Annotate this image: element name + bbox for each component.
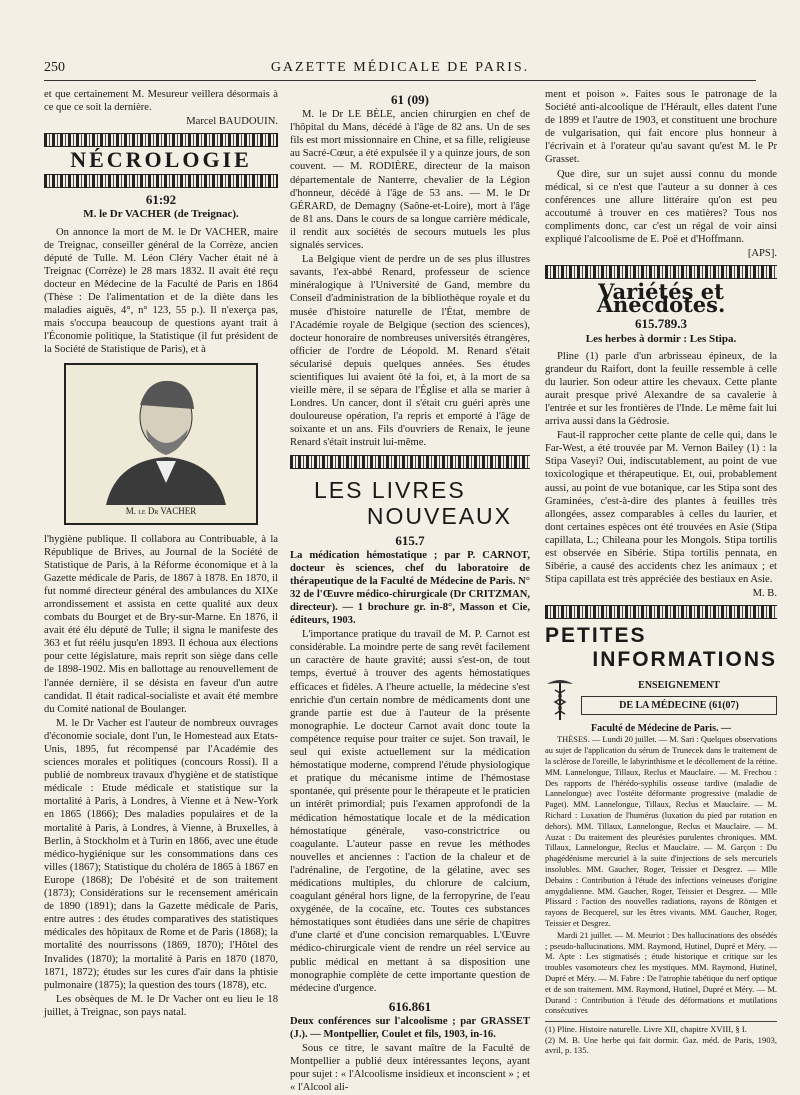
paragraph: M. le Dr LE BÈLE, ancien chirurgien en chef de l'hôpital du Mans, décédé à l'âge de 82 ans. Un de ses fils est mort missionnaire en Chine, et sa fille, religieuse au Sacré-Cœur, a été expulsée il y a quinze jours, de son couvent. — M. RODIÈRE, directeur de la maison départementale de Nanterre, chevalier de la Légion d'honneur, décédé à l'âge de 53 ans. — M. le Dr GÉRARD, de Demagny (Saône-et-Loire), mort à l'âge de 81 ans. Dans le cours de sa longue carrière médicale, il rendit aux sociétés de secours mutuels les plus signalés services. [290,109,530,252]
enseignement-sub: DE LA MÉDECINE (61(07) [581,696,777,715]
enseignement-row [545,676,777,722]
footnote-2: (2) M. B. Une herbe qui fait dormir. Gaz. méd. de Paris, 1903, avril, p. 135. [545,1034,777,1056]
footnotes [545,1021,777,1056]
classification-number: 61:92 [145,192,177,208]
portrait-image [64,363,258,525]
paragraph: La Belgique vient de perdre un de ses plus illustres savants, l'ex-abbé Renard, professeur de science minéralogique à l'Université de Gand, membre du Conseil d'administration de la bibliothèque royale et du musée d'histoire naturelle de l'État, membre de l'Académie royale de Belgique (section des sciences), docteur honoraire de nombreuses universités étrangères, officier de l'ordre de Léopold. M. Renard s'était sécularisé depuis quelques années. Ses études scientifiques lui avaient ôté la foi, et, à la mort de sa vieille mère, il se sépara de l'Église et alla se marier à Londres. Un cancer, dont il s'était cru guéri après une douloureuse opération, l'a repris et emporté à l'âge de soixante et un ans. Fils d'ouvriers de Renaix, le jeune Renard s'était instruit lui-même. [290,254,530,449]
portrait-caption: M. le Dr VACHER [125,506,197,517]
enseignement-label: ENSEIGNEMENT [638,680,720,692]
column-2 [290,88,530,1095]
page-number: 250 [44,60,65,75]
book-heading: La médication hémostatique ; par P. CARNOT, docteur ès sciences, chef du laboratoire de thérapeutique de la Faculté de Médecine de Paris. N° 32 de l'Œuvre médico-chirurgicale (Dr CRITZMAN, directeur). — 1 brochure gr. in-8°, Masson et Cie, éditeurs, 1903. [290,549,530,627]
ornament-band [545,265,777,279]
paragraph: Pline (1) parle d'un arbrisseau épineux, de la grandeur du Raifort, dont la feuille ressemble à celle du laurier. Son odeur attire les chevaux. Cette plante aurait presque privé Alexandre de sa cavalerie à l'entrée et sur les frontières de l'Inde. Le même fait lui arriva aussi dans la Gédrosie. [545,350,777,428]
livres-title-line2: NOUVEAUX [366,502,512,529]
petites-line2: INFORMATIONS [592,648,777,672]
classification-number: 615.789.3 [635,316,687,332]
livres-title-line1: LES LIVRES [314,476,466,503]
ornament-band [44,174,278,188]
classification-number: 616.861 [388,998,432,1014]
article-subtitle: Les herbes à dormir : Les Stipa. [585,332,737,345]
paragraph: l'hygiène publique. Il collabora au Contribuable, à la République de Brives, au Journal de la Société de Statistique de Paris, à la Réforme économique et à la Gazette médicale de Paris, de 1867 à 1878. En 1870, il fut nommé directeur général des ambulances du XIXe arrondissement et assista en cette qualité aux deux combats du Bourget et de Bry-sur-Marne. En 1876, il avait été élu député de Tulle; il signa le manifeste des 363 et fut réélu jusqu'en 1893. Il échoua aux élections pour cette législature, mais reprit son siège dans celle de 1898-1902. Mis en ballottage au renouvellement de l'année dernière, il se désista en faveur d'un autre candidat. Il était radical-socialiste et avait été membre du Comité national de Boulanger. [44,533,278,715]
signature: Marcel BAUDOUIN. [186,116,278,128]
paragraph: Les obsèques de M. le Dr Vacher ont eu lieu le 18 juillet, à Treignac, son pays natal. [44,993,278,1018]
small-text: Mardi 21 juillet. — M. Meuriot : Des hallucinations des obsédés ; pseudo-hallucinations. MM. Raymond, Hutinel, Dupré et Méry. — M. Apte : Les stigmatisés ; étude historique et critique sur les troubles vasomoteurs chez les mystiques. MM. Raymond, Hutinel, Dupré et Méry. — M. Fabre : De l'atrophie tabétique du nerf optique et de son traitement. MM. Raymond, Hutinel, Dupré et Méry. — M. Durand : Contribution à l'étude des déformations et mutilations consécutives [545,930,777,1016]
paragraph: M. le Dr Vacher est l'auteur de nombreux ouvrages d'économie sociale, dont l'un, le Homestead aux Etats-Unis, 1895, fut récompensé par l'Académie des sciences morales et politiques (concours Rossi). Il a publié de nombreux travaux d'hygiène et de statistique médicale : Etude médicale et statistique sur la mortalité à Paris, à Londres, à Vienne et à New-York en 1865 (1866); Des maladies populaires et de la mortalité à Paris, à Londres, à Vienne, à Bruxelles, à Berlin, à Stockholm et à Turin en 1866, avec une étude médico-hygiénique sur les consommations dans ces villes (1867); Statistique du choléra de 1865 à 1867 en Europe (1868); De l'obésité et de son traitement (1873); Considérations sur le recensement américain de 1890 (1891); dans la Gazette médicale de Paris, entre autres : des études comparatives des statistiques médicales des hôpitaux de Rome et de Paris (1868); la mortalité des nourrissons (1869, 1870); l'Hôtel des Invalides (1870); la mortalité à Paris en 1870 (1870, 1871, 1872); études sur les cures d'air dans la phtisie pulmonaire (1875); la question des tours (1878), etc. [44,717,278,991]
article-subtitle: M. le Dr VACHER (de Treignac). [83,208,239,221]
paragraph: Faut-il rapprocher cette plante de celle qui, dans le Far-West, a été trouvée par M. Vernon Bailey (1) : la Stipa Vaseyi? Oui, indiscutablement, au point de vue toxicologique et thérapeutique. Et, oui, probablement aussi, au point de vue botanique, car les Stipa sont des Graminées, c'est-à-dire des plantes à feuilles très allongées, assez comparables à celles du laurier, et dont certaines espèces ont été trouvées en Asie (Stipa capillata, L.; Chileana pour les Mongols. Stipa tortilis est observée en Sibérie. Stipa tortilis pennata, en Sibérie, a causé des accidents chez les animaux ; et Stipa capillata est très appréciée des bestiaux en Asie. [545,430,777,586]
paragraph: L'importance pratique du travail de M. P. Carnot est considérable. La moindre perte de sang revêt facilement un caractère de haute gravité; aussi s'est-on, de tout temps, évertué à trouver des agents hémostatiques efficaces et fidèles. A l'heure actuelle, la médecine s'est enrichie d'un certain nombre de médicaments dont une grande partie est due à l'auteur de la présente monographie. Le docteur Carnot avait donc toute la compétence requise pour traiter ce sujet. Son travail, le seul qui existe actuellement sur la médication hémostatique moderne, comprend l'étude physiologique et pratique du mécanisme intime de l'hémostase spontanée, qui présente pour le thérapeute et le praticien un intérêt primordial; puis l'examen approfondi de la médication hémostatique locale et de la médication hémostatique générale, vaso-constrictrice ou coagulante. L'auteur passe en revue les méthodes nouvelles et anciennes : l'action de la chaleur et de l'adrénaline, de l'ergotine, de la gélatine, avec ses médications multiples, du chlorure de calcium, coagulant général hors ligne, de la ferropyrine, de l'eau oxygénée, de la cocaïne, etc. Toutes ces substances hémostatiques sont étudiées dans une série de chapitres d'une clarté et d'une concision remarquables. L'Œuvre médico-chirurgicale vient de rendre un réel service au public médical en mettant à sa disposition une monographie complète de cette importante question de médecine d'urgence. [290,629,530,994]
paragraph: Que dire, sur un sujet aussi connu du monde médical, si ce n'est que l'auteur a su donner à ces conférences une allure littéraire qu'on est peu accoutumé à trouver en ces matières? Tous nos compliments donc, car c'est un régal de voir ainsi expliqué l'alcoolisme de E. Poë et d'Hoffmann. [545,168,777,246]
necrologie-title: NÉCROLOGIE [70,147,252,173]
page-header [44,58,756,81]
petites-line1: PETITES [545,624,647,648]
livres-nouveaux-title [290,477,530,529]
book-heading: Deux conférences sur l'alcoolisme ; par GRASSET (J.). — Montpellier, Coulet et fils, 1903, in-16. [290,1015,530,1040]
signature: [APS]. [747,248,777,260]
ornament-band [290,455,530,469]
classification-number: 61 (09) [391,92,429,107]
paragraph: On annonce la mort de M. le Dr VACHER, maire de Treignac, conseiller général de la Corrèze, ancien député de Tulle. M. Léon Cléry Vacher était né à Treignac (Corrèze) le 28 mars 1832. Il avait été reçu docteur en Médecine de la Faculté de Paris en 1864 (Thèse : De l'alimentation et de la diète dans les maladies aiguës, 4°, n° 123, 55 p.). Il n'exerça pas, mais s'occupa beaucoup de questions ayant trait à l'Économie politique, la Statistique (il fut président de la Société de Statistique de Paris), et à [44,226,278,356]
petites-informations-title [545,624,777,672]
small-text: THÈSES. — Lundi 20 juillet. — M. Sari : Quelques observations au sujet de l'application du sérum de Trunecek dans le traitement de la sclérose de l'oreille, le labyrinthisme et le décollement de la rétine. MM. Lannelongue, Tillaux, Reclus et Mauclaire. — M. Frechou : Des rapports de l'hérédo-syphilis osseuse tardive (maladie de Lannelongue) avec l'ostéite déformante progressive (maladie de Paget). MM. Lannelongue, Tillaux, Reclus et Mauclaire. — M. Richard : Luxation de l'humérus (luxation du pied par rotation en dehors). MM. Tillaux, Lannelongue, Reclus et Mauclaire. — M. Auzat : Du traitement des pleurésies purulentes chroniques. MM. Tillaux, Lannelongue, Reclus et Mauclaire. — M. Garçon : Du phagédénisme mercuriel à la suite d'injections de sels mercuriels insolubles. MM. Gaucher, Roger, Teissier et Desgrez. — Mlle Debains : Contribution à l'étude des infections veineuses d'origine amygdalienne. MM. Gaucher, Roger, Teissier et Desgrez. — Mlle Plissard : l'action des nouvelles radiations, rayons de Röntgen et rayons de Becquerel, sur les êtres vivants. MM. Gaucher, Roger, Teissier et Desgrez. [545,735,777,929]
intro-text: et que certainement M. Mesureur veillera désormais à ce que ce soit la dernière. [44,89,278,114]
paragraph: ment et poison ». Faites sous le patronage de la Société anti-alcoolique de l'Hérault, elles datent l'une de 1899 et l'autre de 1903, et constituent une brochure de vulgarisation, qui fait encore plus honneur à l'écrivain et à l'orateur qu'au savant qu'est M. le Pr Grasset. [545,89,777,166]
ornament-band [44,133,278,147]
ornament-band [545,605,777,619]
classification-number: 615.7 [395,532,425,548]
journal-title: GAZETTE MÉDICALE DE PARIS. [270,60,530,75]
signature: M. B. [752,588,777,600]
caduceus-icon [545,676,575,722]
paragraph: Sous ce titre, le savant maître de la Faculté de Montpellier a publié deux intéressantes leçons, ayant pour sujet : « l'Alcoolisme insidieux et inconscient » ; et « l'Alcool ali- [290,1043,530,1094]
footnote-1: (1) Pline. Histoire naturelle. Livre XII, chapitre XVIII, § I. [545,1024,747,1035]
varietes-title: Variétés et Anecdotes. [596,279,726,318]
column-1 [44,88,278,1020]
portrait-engraving [66,365,252,505]
column-3 [545,88,777,1056]
faculte-heading: Faculté de Médecine de Paris. — [591,723,731,735]
